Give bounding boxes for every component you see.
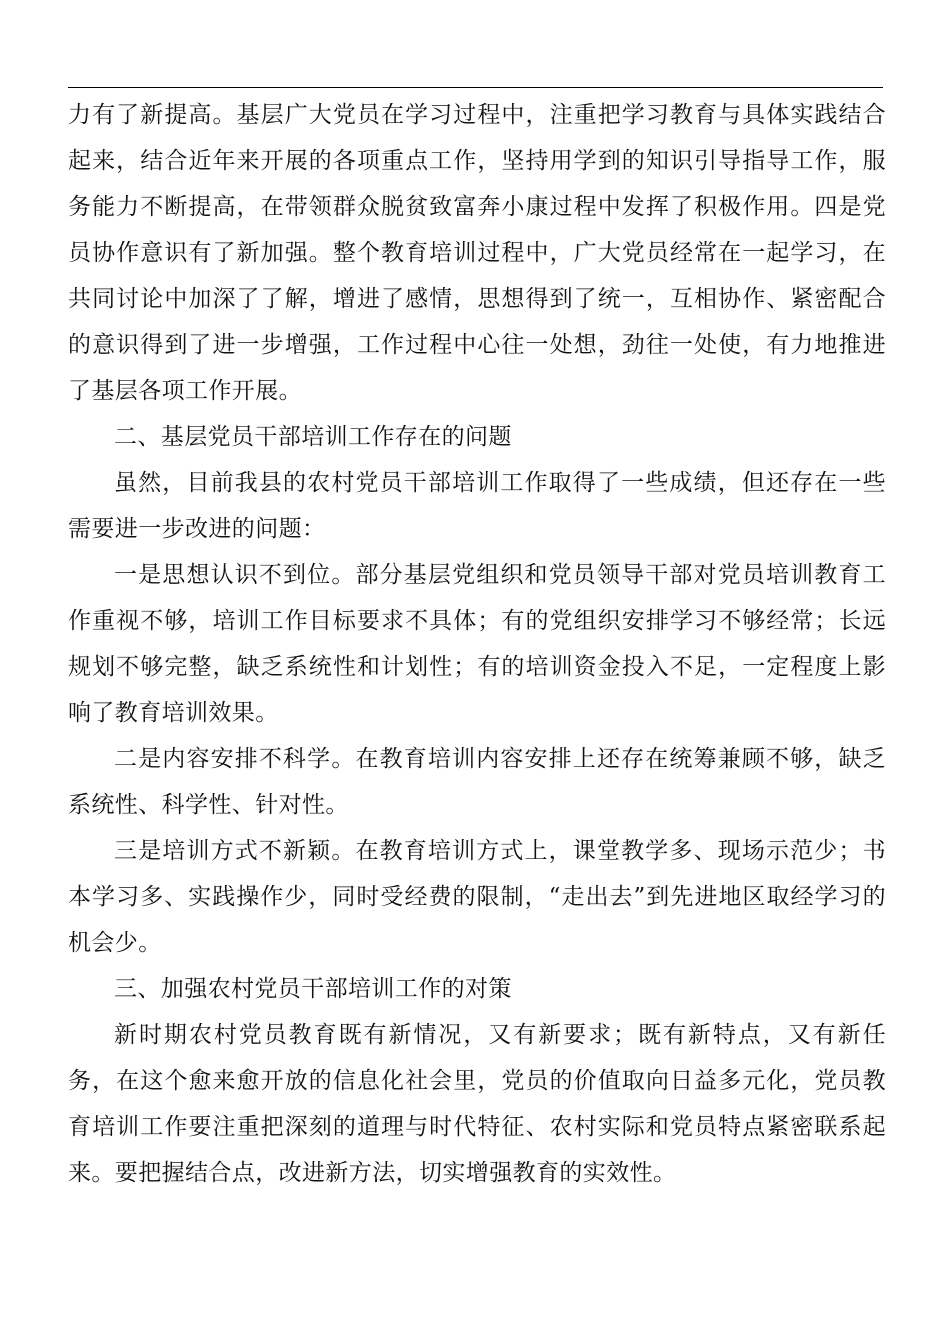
header-rule [68, 87, 883, 88]
paragraph-intro-problems: 虽然，目前我县的农村党员干部培训工作取得了一些成绩，但还存在一些需要进一步改进的问题： [68, 470, 886, 542]
paragraph-problem-1: 一是思想认识不到位。部分基层党组织和党员领导干部对党员培训教育工作重视不够，培训工作目标要求不具体；有的党组织安排学习不够经常；长远规划不够完整，缺乏系统性和计划性；有的培训资金投入不足，一定程度上影响了教育培训效果。 [68, 562, 886, 726]
paragraph-continuation: 力有了新提高。基层广大党员在学习过程中，注重把学习教育与具体实践结合起来，结合近年来开展的各项重点工作，坚持用学到的知识引导指导工作，服务能力不断提高，在带领群众脱贫致富奔小康过程中发挥了积极作用。四是党员协作意识有了新加强。整个教育培训过程中，广大党员经常在一起学习，在共同讨论中加深了了解，增进了感情，思想得到了统一，互相协作、紧密配合的意识得到了进一步增强，工作过程中心往一处想，劲往一处使，有力地推进了基层各项工作开展。 [68, 102, 886, 404]
document-body [68, 92, 886, 1196]
paragraph-problem-2: 二是内容安排不科学。在教育培训内容安排上还存在统筹兼顾不够，缺乏系统性、科学性、针对性。 [68, 746, 886, 818]
section-heading-countermeasures: 三、加强农村党员干部培训工作的对策 [114, 976, 512, 1002]
paragraph-problem-3: 三是培训方式不新颖。在教育培训方式上，课堂教学多、现场示范少；书本学习多、实践操作少，同时受经费的限制，“走出去”到先进地区取经学习的机会少。 [68, 838, 886, 956]
section-heading-problems: 二、基层党员干部培训工作存在的问题 [114, 424, 512, 450]
paragraph-countermeasures: 新时期农村党员教育既有新情况，又有新要求；既有新特点，又有新任务，在这个愈来愈开放的信息化社会里，党员的价值取向日益多元化，党员教育培训工作要注重把深刻的道理与时代特征、农村实际和党员特点紧密联系起来。要把握结合点，改进新方法，切实增强教育的实效性。 [68, 1022, 886, 1186]
